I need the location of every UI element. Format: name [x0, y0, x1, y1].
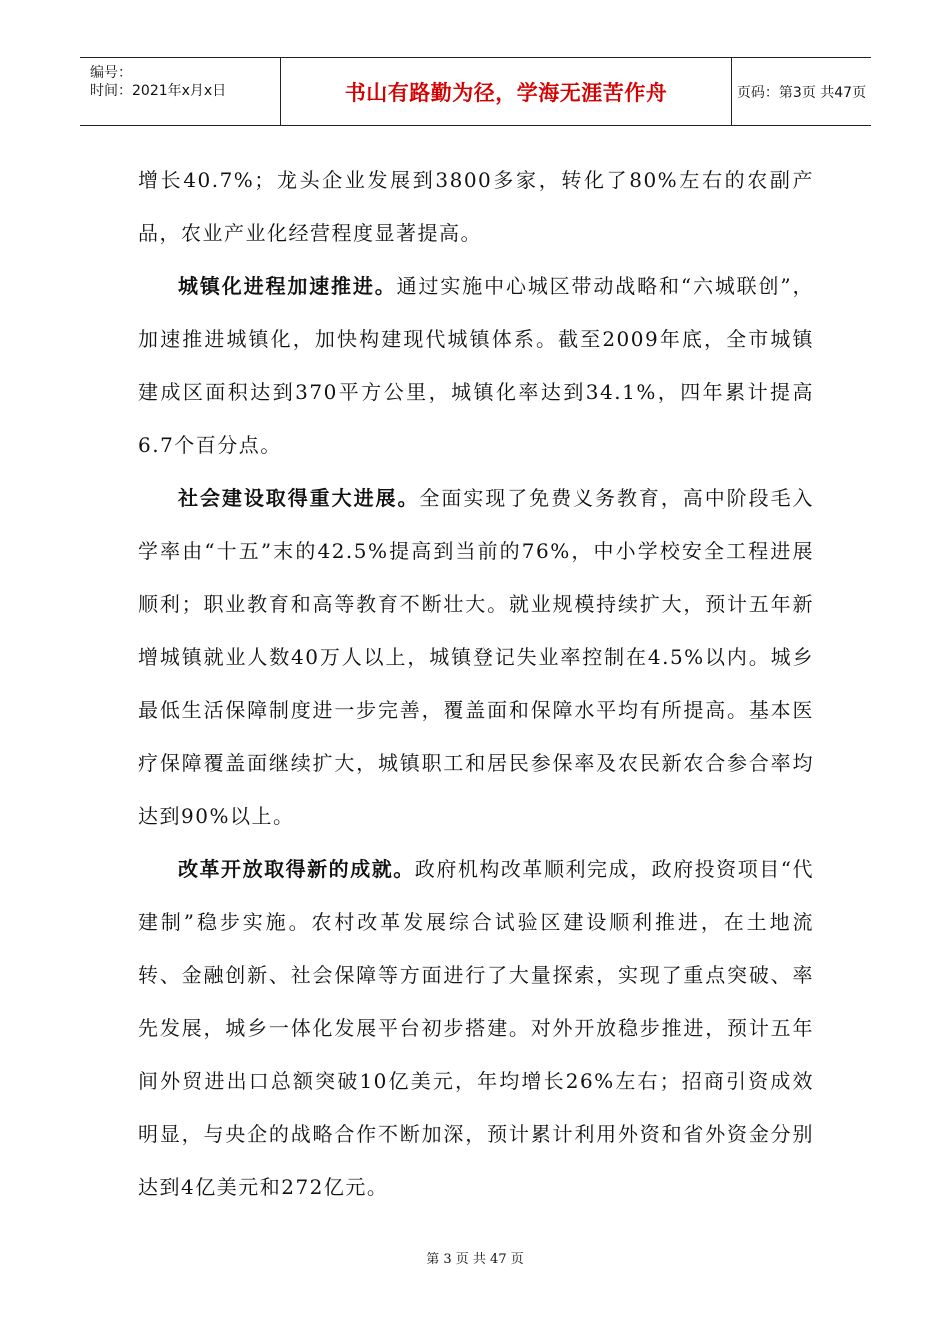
paragraph-reform-opening	[138, 843, 814, 1214]
header-meta-cell	[80, 58, 281, 125]
paragraph-heading: 改革开放取得新的成就。	[178, 857, 415, 881]
paragraph-text: 全面实现了免费义务教育，高中阶段毛入学率由“十五”末的42.5%提高到当前的76%，中小学校安全工程进展顺利；职业教育和高等教育不断壮大。就业规模持续扩大，预计五年新增城镇就业人数40万人以上，城镇登记失业率控制在4.5%以内。城乡最低生活保障制度进一步完善，覆盖面和保障水平均有所提高。基本医疗保障覆盖面继续扩大，城镇职工和居民参保率及农民新农合参合率均达到90%以上。	[138, 486, 815, 828]
paragraph-continuation: 增长40.7%；龙头企业发展到3800多家，转化了80%左右的农副产品，农业产业化经营程度显著提高。	[138, 168, 814, 245]
paragraph-heading: 社会建设取得重大进展。	[178, 486, 420, 510]
header-motto: 书山有路勤为径，学海无涯苦作舟	[344, 80, 668, 105]
header-page-info: 页码：第3页 共47页	[736, 84, 867, 101]
serial-number-label: 编号：	[90, 65, 132, 81]
paragraph-heading: 城镇化进程加速推进。	[178, 274, 397, 298]
paragraph-social-construction	[138, 472, 814, 843]
date-label: 时间：2021年x月x日	[90, 83, 227, 99]
document-body	[138, 154, 814, 1214]
paragraph-urbanization	[138, 260, 814, 472]
page-footer: 第 3 页 共 47 页	[426, 1252, 524, 1267]
page-header	[80, 57, 871, 126]
header-motto-cell	[281, 58, 732, 125]
paragraph-text: 政府机构改革顺利完成，政府投资项目“代建制”稳步实施。农村改革发展综合试验区建设顺利推进，在土地流转、金融创新、社会保障等方面进行了大量探索，实现了重点突破、率先发展，城乡一体化发展平台初步搭建。对外开放稳步推进，预计五年间外贸进出口总额突破10亿美元，年均增长26%左右；招商引资成效明显，与央企的战略合作不断加深，预计累计利用外资和省外资金分别达到4亿美元和272亿元。	[138, 857, 814, 1199]
paragraph-text: 通过实施中心城区带动战略和“六城联创”，加速推进城镇化，加快构建现代城镇体系。截至2009年底，全市城镇建成区面积达到370平方公里，城镇化率达到34.1%，四年累计提高6.7个百分点。	[138, 274, 814, 457]
